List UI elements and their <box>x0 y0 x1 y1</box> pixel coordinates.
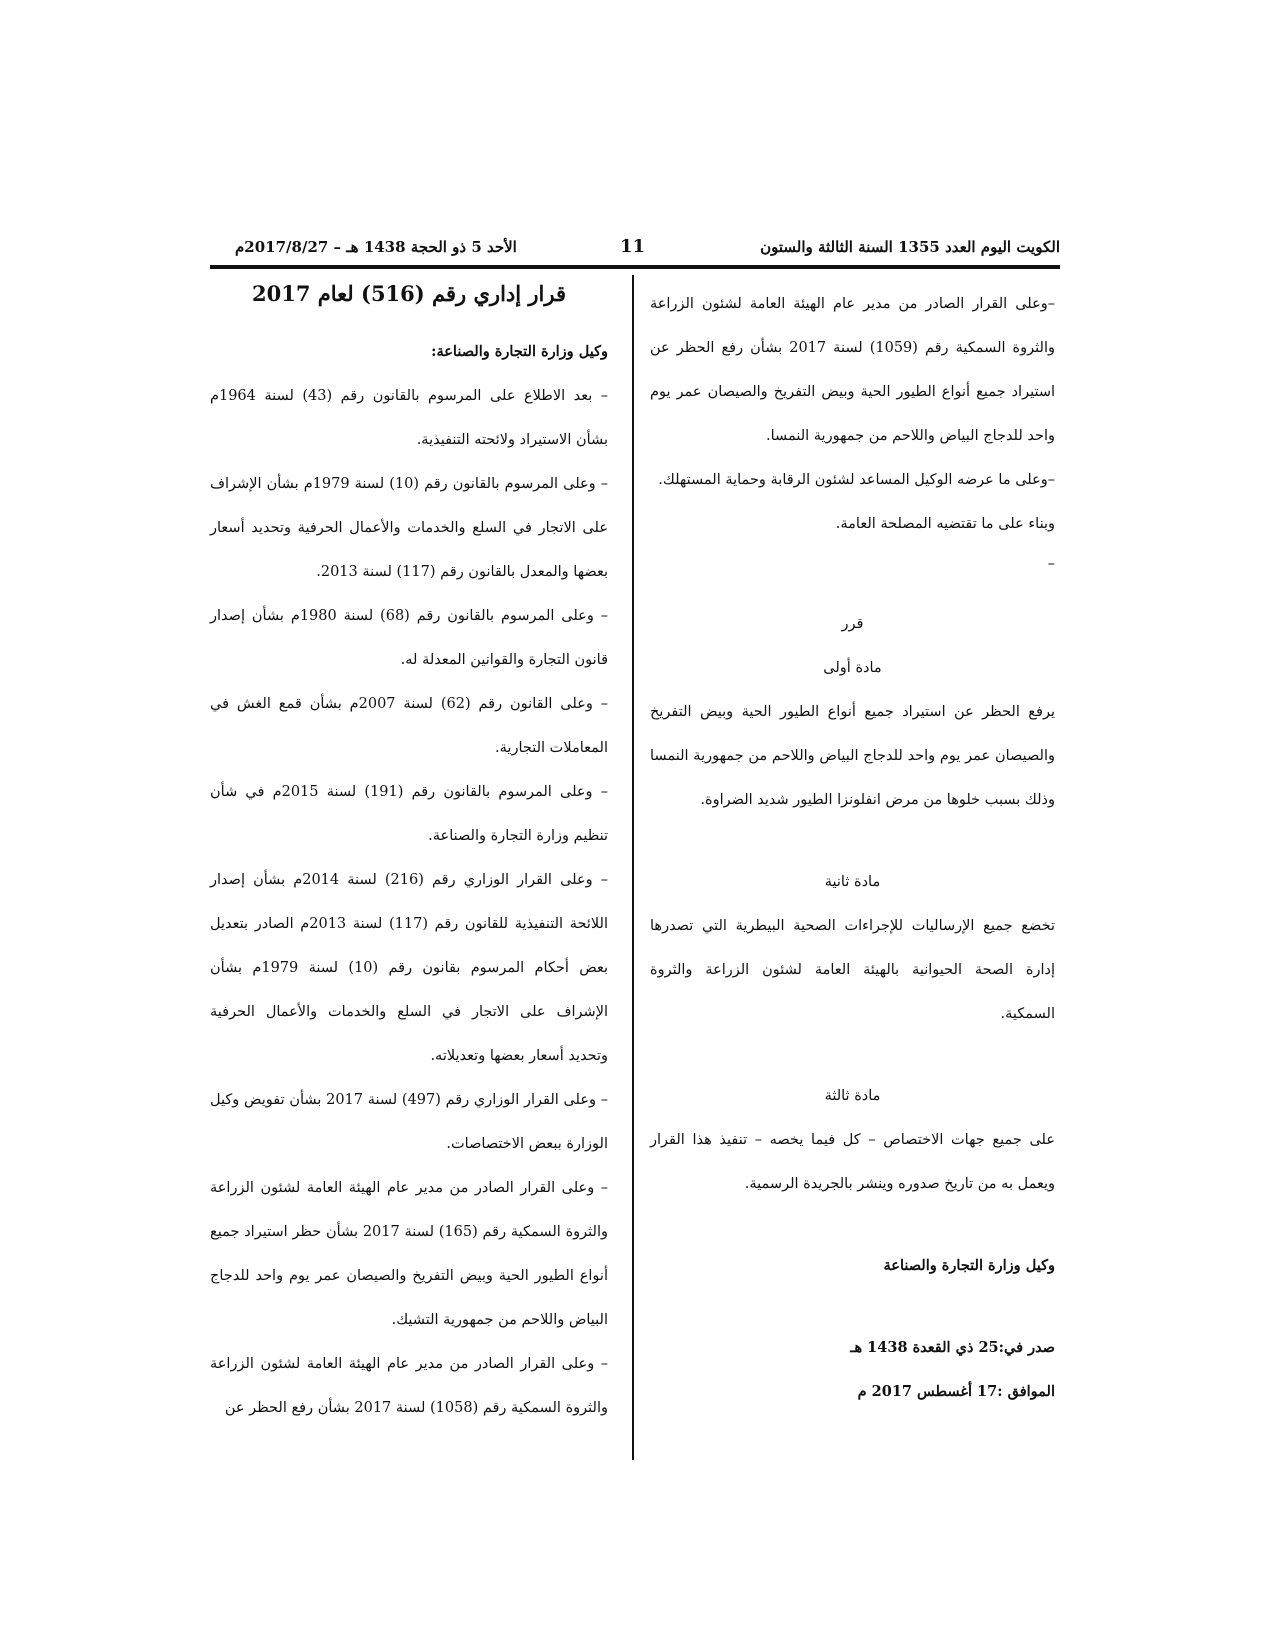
page-header <box>210 238 1060 262</box>
page-number: 11 <box>620 236 646 257</box>
article-1-text: يرفع الحظر عن استيراد جميع أنواع الطيور الحية وبيض التفريخ والصيصان عمر يوم واحد للدجاج البياض واللاحم من جمهورية النمسا وذلك بسبب خلوها من مرض انفلونزا الطيور شديد الضراوة. <box>650 704 1055 808</box>
preamble-paragraph: – وعلى القرار الصادر من مدير عام الهيئة العامة لشئون الزراعة والثروة السمكية رقم (165) لسنة 2017 بشأن حظر استيراد جميع أنواع الطيور الحية وبيض التفريخ والصيصان عمر يوم واحد للدجاج البياض واللاحم من جمهورية التشيك. <box>210 1180 608 1328</box>
preamble-paragraph: – وعلى المرسوم بالقانون رقم (68) لسنة 1980م بشأن إصدار قانون التجارة والقوانين المعدلة له. <box>210 608 608 668</box>
preamble-paragraph: –وعلى القرار الصادر من مدير عام الهيئة العامة لشئون الزراعة والثروة السمكية رقم (1059) لسنة 2017 بشأن رفع الحظر عن استيراد جميع أنواع الطيور الحية وبيض التفريخ والصيصان عمر يوم واحد للدجاج البياض واللاحم من جمهورية النمسا. <box>650 296 1055 444</box>
article-3-text: على جميع جهات الاختصاص – كل فيما يخصه – تنفيذ هذا القرار ويعمل به من تاريخ صدوره وينشر بالجريدة الرسمية. <box>650 1132 1055 1192</box>
decision-title: قرار إداري رقم (516) لعام 2017 <box>251 281 567 306</box>
preamble-paragraph: – وعلى القرار الوزاري رقم (216) لسنة 2014م بشأن إصدار اللائحة التنفيذية للقانون رقم (117) لسنة 2013م الصادر بتعديل بعض أحكام المرسوم بقانون رقم (10) لسنة 1979م بشأن الإشراف على الاتجار في السلع والخدمات والأعمال الحرفية وتحديد أسعار بعضها وتعديلاته. <box>210 872 608 1064</box>
preamble-paragraph: – وعلى القرار الصادر من مدير عام الهيئة العامة لشئون الزراعة والثروة السمكية رقم (1058) لسنة 2017 بشأن رفع الحظر عن <box>210 1356 608 1416</box>
preamble-line: وكيل وزارة التجارة والصناعة: <box>431 343 608 360</box>
preamble-paragraph: – وعلى القرار الوزاري رقم (497) لسنة 2017 بشأن تفويض وكيل الوزارة ببعض الاختصاصات. <box>210 1092 608 1152</box>
left-column <box>210 280 608 1430</box>
header-date: الأحد 5 ذو الحجة 1438 هـ – 2017/8/27م <box>235 238 517 256</box>
signatory: وكيل وزارة التجارة والصناعة <box>883 1257 1055 1274</box>
issue-date: صدر في:25 ذي القعدة 1438 هـ <box>850 1339 1055 1356</box>
column-divider <box>632 275 634 1460</box>
preamble-paragraph: – بعد الاطلاع على المرسوم بالقانون رقم (43) لسنة 1964م بشأن الاستيراد ولائحته التنفيذية. <box>210 388 608 448</box>
header-rule <box>210 265 1060 269</box>
decided-heading: قرر <box>841 616 864 632</box>
separator-dash: – <box>1047 556 1055 572</box>
preamble-paragraph: – وعلى المرسوم بالقانون رقم (10) لسنة 1979م بشأن الإشراف على الاتجار في السلع والخدمات والأعمال الحرفية وتحديد أسعار بعضها والمعدل بالقانون رقم (117) لسنة 2013. <box>210 476 608 580</box>
right-column <box>650 282 1055 1414</box>
preamble-paragraph: –وعلى ما عرضه الوكيل المساعد لشئون الرقابة وحماية المستهلك. <box>658 472 1055 488</box>
article-3-title: مادة ثالثة <box>824 1088 881 1104</box>
preamble-paragraph: وبناء على ما تقتضيه المصلحة العامة. <box>835 516 1055 532</box>
preamble-paragraph: – وعلى المرسوم بالقانون رقم (191) لسنة 2015م في شأن تنظيم وزارة التجارة والصناعة. <box>210 784 608 844</box>
article-2-title: مادة ثانية <box>824 874 881 890</box>
header-publication: الكويت اليوم العدد 1355 السنة الثالثة والستون <box>760 238 1060 256</box>
gregorian-date: الموافق :17 أغسطس 2017 م <box>857 1383 1055 1400</box>
preamble-paragraph: – وعلى القانون رقم (62) لسنة 2007م بشأن قمع الغش في المعاملات التجارية. <box>210 696 608 756</box>
article-2-text: تخضع جميع الإرساليات للإجراءات الصحية البيطرية التي تصدرها إدارة الصحة الحيوانية بالهيئة العامة لشئون الزراعة والثروة السمكية. <box>650 918 1055 1022</box>
article-1-title: مادة أولى <box>823 660 882 676</box>
